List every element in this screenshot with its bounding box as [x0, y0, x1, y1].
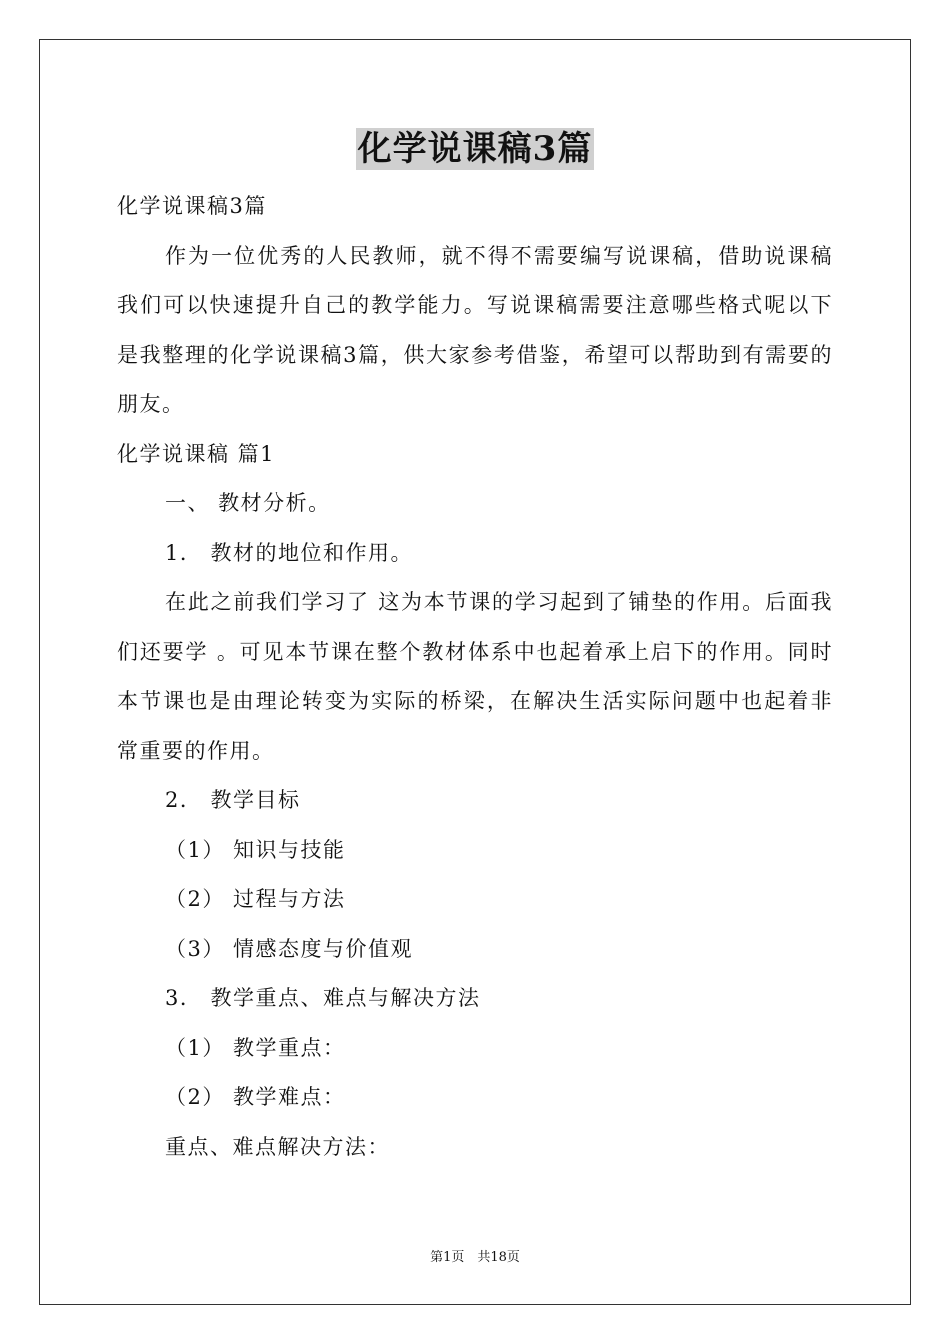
- difficulty-item: （2） 教学难点：: [165, 1085, 346, 1109]
- heading-teaching-goals: 2． 教学目标: [165, 788, 301, 812]
- key-point-item: （1） 教学重点：: [165, 1035, 346, 1060]
- goal-item-attitude: （3） 情感态度与价值观: [165, 936, 414, 961]
- document-title: [0, 128, 950, 170]
- document-body: [117, 182, 833, 1172]
- heading-key-points: 3． 教学重点、难点与解决方法: [165, 986, 481, 1010]
- document-title-text: 化学说课稿3篇: [357, 129, 593, 169]
- heading-position-role: 1． 教材的地位和作用。: [165, 540, 414, 565]
- page-number: 第1页 共18页: [430, 1250, 520, 1265]
- goal-item-process: （2） 过程与方法: [165, 887, 346, 911]
- solution-methods-line: 重点、难点解决方法：: [165, 1134, 390, 1159]
- subtitle-line: 化学说课稿3篇: [117, 194, 267, 218]
- position-role-paragraph: 在此之前我们学习了 这为本节课的学习起到了铺垫的作用。后面我们还要学 。可见本节课在整个教材体系中也起着承上启下的作用。同时本节课也是由理论转变为实际的桥梁，在解决生活实际问题中也起着非常重要的作用。: [117, 590, 833, 763]
- page-footer: [0, 1246, 950, 1265]
- goal-item-knowledge: （1） 知识与技能: [165, 837, 346, 862]
- section-heading: 化学说课稿 篇1: [117, 441, 276, 466]
- intro-paragraph: 作为一位优秀的人民教师，就不得不需要编写说课稿，借助说课稿我们可以快速提升自己的教学能力。写说课稿需要注意哪些格式呢以下是我整理的化学说课稿3篇，供大家参考借鉴，希望可以帮助到有需要的朋友。: [117, 243, 833, 416]
- heading-teaching-material: 一、 教材分析。: [165, 491, 331, 515]
